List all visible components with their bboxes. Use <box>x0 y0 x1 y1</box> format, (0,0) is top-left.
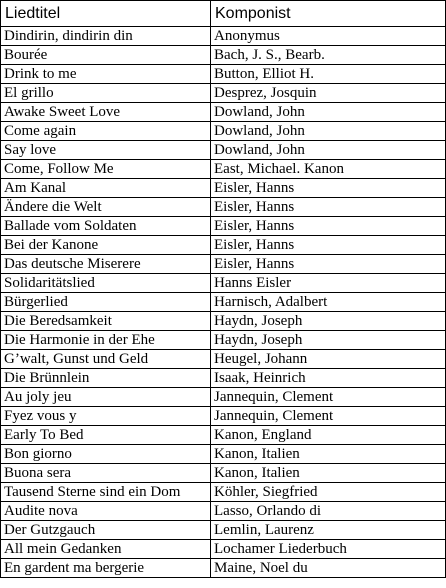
composer-cell: Kanon, Italien <box>211 464 446 483</box>
composer-cell: Button, Elliot H. <box>211 65 446 84</box>
composer-cell: Isaak, Heinrich <box>211 369 446 388</box>
table-row <box>1 84 446 103</box>
composer-cell: Haydn, Joseph <box>211 312 446 331</box>
song-title-cell: Come again <box>1 122 211 141</box>
song-title-cell: En gardent ma bergerie <box>1 559 211 578</box>
table-row <box>1 464 446 483</box>
composer-cell: Hanns Eisler <box>211 274 446 293</box>
song-title-cell: Die Beredsamkeit <box>1 312 211 331</box>
table-row <box>1 559 446 578</box>
composer-cell: Anonymus <box>211 27 446 46</box>
song-title-cell: Die Harmonie in der Ehe <box>1 331 211 350</box>
table-row <box>1 141 446 160</box>
song-title-cell: G’walt, Gunst und Geld <box>1 350 211 369</box>
table-body <box>1 27 446 578</box>
table-row <box>1 369 446 388</box>
song-title-cell: Die Brünnlein <box>1 369 211 388</box>
song-title-cell: All mein Gedanken <box>1 540 211 559</box>
composer-cell: Eisler, Hanns <box>211 236 446 255</box>
composer-cell: Heugel, Johann <box>211 350 446 369</box>
composer-cell: Jannequin, Clement <box>211 407 446 426</box>
table-row <box>1 65 446 84</box>
table-row <box>1 312 446 331</box>
table-row <box>1 255 446 274</box>
composer-cell: Desprez, Josquin <box>211 84 446 103</box>
header-row <box>1 1 446 27</box>
song-title-cell: Say love <box>1 141 211 160</box>
composer-cell: Eisler, Hanns <box>211 255 446 274</box>
composer-cell: Lasso, Orlando di <box>211 502 446 521</box>
table-row <box>1 521 446 540</box>
song-title-cell: Audite nova <box>1 502 211 521</box>
composer-cell: Eisler, Hanns <box>211 179 446 198</box>
table-row <box>1 46 446 65</box>
composer-cell: Kanon, Italien <box>211 445 446 464</box>
composer-cell: Maine, Noel du <box>211 559 446 578</box>
song-title-cell: Bei der Kanone <box>1 236 211 255</box>
table-row <box>1 426 446 445</box>
composer-cell: Lemlin, Laurenz <box>211 521 446 540</box>
table-row <box>1 236 446 255</box>
composer-cell: Kanon, England <box>211 426 446 445</box>
table-row <box>1 445 446 464</box>
table-row <box>1 179 446 198</box>
song-title-cell: Ballade vom Soldaten <box>1 217 211 236</box>
song-title-cell: Early To Bed <box>1 426 211 445</box>
table-row <box>1 198 446 217</box>
composer-cell: Lochamer Liederbuch <box>211 540 446 559</box>
song-title-cell: Au joly jeu <box>1 388 211 407</box>
table-row <box>1 217 446 236</box>
song-title-cell: Bon giorno <box>1 445 211 464</box>
table-row <box>1 483 446 502</box>
composer-cell: Köhler, Siegfried <box>211 483 446 502</box>
song-title-cell: Drink to me <box>1 65 211 84</box>
table-row <box>1 160 446 179</box>
table-row <box>1 350 446 369</box>
song-title-cell: Am Kanal <box>1 179 211 198</box>
table-row <box>1 502 446 521</box>
song-title-cell: Tausend Sterne sind ein Dom <box>1 483 211 502</box>
table-header <box>1 1 446 27</box>
composer-cell: Jannequin, Clement <box>211 388 446 407</box>
table-row <box>1 540 446 559</box>
composer-cell: Dowland, John <box>211 103 446 122</box>
song-title-cell: Der Gutzgauch <box>1 521 211 540</box>
table-row <box>1 293 446 312</box>
composer-cell: Eisler, Hanns <box>211 217 446 236</box>
song-title-cell: Fyez vous y <box>1 407 211 426</box>
song-title-cell: Buona sera <box>1 464 211 483</box>
table-row <box>1 274 446 293</box>
composer-cell: East, Michael. Kanon <box>211 160 446 179</box>
composer-cell: Haydn, Joseph <box>211 331 446 350</box>
composer-cell: Harnisch, Adalbert <box>211 293 446 312</box>
song-title-cell: Bürgerlied <box>1 293 211 312</box>
song-title-cell: Come, Follow Me <box>1 160 211 179</box>
song-title-cell: Ändere die Welt <box>1 198 211 217</box>
composer-cell: Dowland, John <box>211 141 446 160</box>
song-title-cell: Das deutsche Miserere <box>1 255 211 274</box>
composer-cell: Bach, J. S., Bearb. <box>211 46 446 65</box>
song-title-cell: Bourée <box>1 46 211 65</box>
composer-cell: Eisler, Hanns <box>211 198 446 217</box>
table-row <box>1 27 446 46</box>
song-title-cell: Awake Sweet Love <box>1 103 211 122</box>
table-row <box>1 388 446 407</box>
song-title-cell: El grillo <box>1 84 211 103</box>
table-row <box>1 103 446 122</box>
header-komponist: Komponist <box>211 1 446 27</box>
song-title-cell: Solidaritätslied <box>1 274 211 293</box>
header-liedtitel: Liedtitel <box>1 1 211 27</box>
table-row <box>1 331 446 350</box>
song-title-cell: Dindirin, dindirin din <box>1 27 211 46</box>
composer-cell: Dowland, John <box>211 122 446 141</box>
table-row <box>1 122 446 141</box>
table-row <box>1 407 446 426</box>
